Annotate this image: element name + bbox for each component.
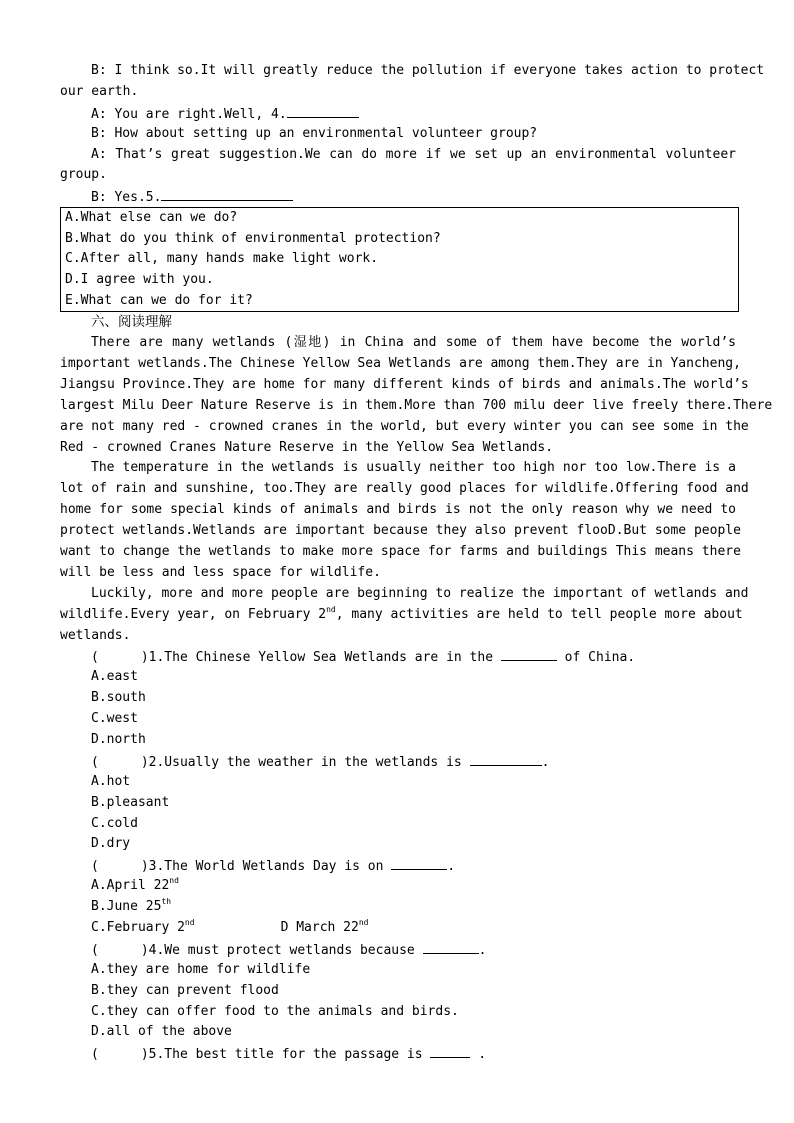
passage-line: Jiangsu Province.They are home for many different kinds of birds and animals.The world’s (60, 376, 749, 392)
option-item[interactable]: A.they are home for wildlife (91, 961, 311, 977)
ordinal-suffix: nd (169, 876, 179, 886)
passage-line: lot of rain and sunshine, too.They are really good places for wildlife.Offering food and (60, 481, 749, 497)
answer-paren[interactable]: ( (91, 942, 99, 958)
question-blank (501, 646, 557, 661)
dialogue-text: B: Yes.5. (91, 190, 162, 206)
question-blank (430, 1043, 470, 1058)
question-3 (60, 855, 736, 876)
option-item[interactable]: D.dry (91, 836, 131, 852)
dialogue-line (60, 61, 765, 82)
question-4 (60, 939, 736, 960)
choice-item: E.What can we do for it? (65, 292, 253, 308)
question-2 (60, 751, 736, 772)
choice-item: B.What do you think of environmental protection? (65, 230, 441, 246)
option-text: C.February 2 (91, 920, 185, 936)
passage-line: are not many red - crowned cranes in the world, but every winter you can see some in the (60, 418, 749, 434)
option-text: D March 22 (280, 920, 359, 936)
dialogue-line (60, 165, 736, 186)
option-text: A.April 22 (91, 878, 170, 894)
passage-line: wetlands. (60, 627, 131, 643)
question-stem: . (470, 1047, 487, 1063)
passage-line: home for some special kinds of animals and birds is not the only reason why we need to (60, 502, 736, 518)
dialogue-text: group. (60, 167, 107, 183)
option-item[interactable]: B.they can prevent flood (91, 982, 279, 998)
ordinal-suffix: nd (326, 604, 336, 614)
option-text: B.June 25 (91, 899, 162, 915)
option-item[interactable]: B.pleasant (91, 794, 170, 810)
section-heading (60, 312, 736, 333)
dialogue-text: B: I think so.It will greatly reduce the pollution if everyone takes action to protect (91, 63, 765, 78)
answer-paren[interactable]: ( (91, 754, 99, 770)
answer-paren[interactable]: ( (91, 650, 99, 666)
choice-item: C.After all, many hands make light work. (65, 251, 379, 267)
option-item[interactable]: A.east (91, 669, 138, 685)
question-blank (470, 751, 542, 766)
question-stem: . (541, 754, 550, 770)
dialogue-line (60, 145, 736, 166)
option-item[interactable]: C.west (91, 711, 138, 727)
dialogue-line (60, 82, 736, 103)
answer-blank-4[interactable] (287, 103, 359, 118)
passage-line: largest Milu Deer Nature Reserve is in them.More than 700 milu deer live freely there.There (60, 397, 773, 413)
question-blank (423, 939, 479, 954)
section-title: 六、阅读理解 (91, 314, 172, 331)
ordinal-suffix: th (161, 897, 172, 907)
choice-item: A.What else can we do? (65, 210, 238, 226)
question-stem: . (447, 859, 456, 875)
passage-text: , many activities are held to tell people more about (335, 606, 743, 622)
question-stem: )3.The World Wetlands Day is on (140, 859, 392, 875)
dialogue-line (60, 103, 736, 124)
passage-line: Red - crowned Cranes Nature Reserve in the Yellow Sea Wetlands. (60, 439, 554, 455)
choice-item: D.I agree with you. (65, 272, 214, 288)
ordinal-suffix: nd (184, 918, 195, 928)
worksheet-page (60, 61, 773, 1064)
option-item[interactable]: B.south (91, 690, 146, 706)
option-item[interactable]: D.all of the above (91, 1024, 232, 1040)
answer-paren[interactable]: ( (91, 859, 99, 875)
passage-line: There are many wetlands (湿地) in China and some of them have become the world’s (91, 335, 736, 351)
option-item[interactable] (60, 897, 736, 918)
passage-line: will be less and less space for wildlife. (60, 564, 381, 580)
option-item[interactable] (60, 876, 736, 897)
option-item[interactable]: A.hot (91, 773, 131, 789)
ordinal-suffix: nd (358, 918, 369, 928)
question-blank (391, 855, 447, 870)
question-stem: )2.Usually the weather in the wetlands is (140, 754, 470, 770)
option-item[interactable]: C.cold (91, 815, 138, 831)
question-stem: )1.The Chinese Yellow Sea Wetlands are in the (140, 650, 501, 666)
dialogue-text: B: How about setting up an environmental volunteer group? (91, 125, 538, 141)
option-item[interactable]: D.north (91, 732, 146, 748)
dialogue-text: A: That’s great suggestion.We can do more if we set up an environmental volunteer (91, 146, 736, 162)
question-stem: )4.We must protect wetlands because (140, 942, 423, 958)
question-stem: . (478, 942, 487, 958)
question-stem: )5.The best title for the passage is (140, 1047, 431, 1063)
question-stem: of China. (556, 650, 636, 666)
passage-text: wildlife.Every year, on February 2 (60, 606, 327, 622)
dialogue-line (60, 186, 736, 207)
passage-line: want to change the wetlands to make more space for farms and buildings This means there (60, 544, 741, 559)
question-1 (60, 646, 736, 667)
passage-line (60, 604, 743, 626)
passage-line: protect wetlands.Wetlands are important because they also prevent flooD.But some people (60, 523, 741, 539)
passage-line: important wetlands.The Chinese Yellow Sea Wetlands are among them.They are in Yancheng, (60, 355, 741, 371)
option-item[interactable] (281, 920, 369, 935)
dialogue-text: our earth. (60, 83, 139, 99)
option-item[interactable]: C.they can offer food to the animals and birds. (91, 1003, 459, 1019)
option-item[interactable] (91, 920, 195, 935)
dialogue-line (60, 124, 736, 145)
question-5 (60, 1043, 736, 1064)
passage-line: The temperature in the wetlands is usually neither too high nor too low.There is a (91, 460, 736, 476)
answer-paren[interactable]: ( (91, 1047, 99, 1063)
choices-box (60, 207, 739, 312)
passage-line: Luckily, more and more people are beginning to realize the important of wetlands and (91, 585, 749, 601)
dialogue-text: A: You are right.Well, 4. (91, 106, 287, 122)
option-row (60, 918, 736, 939)
answer-blank-5[interactable] (161, 186, 293, 201)
